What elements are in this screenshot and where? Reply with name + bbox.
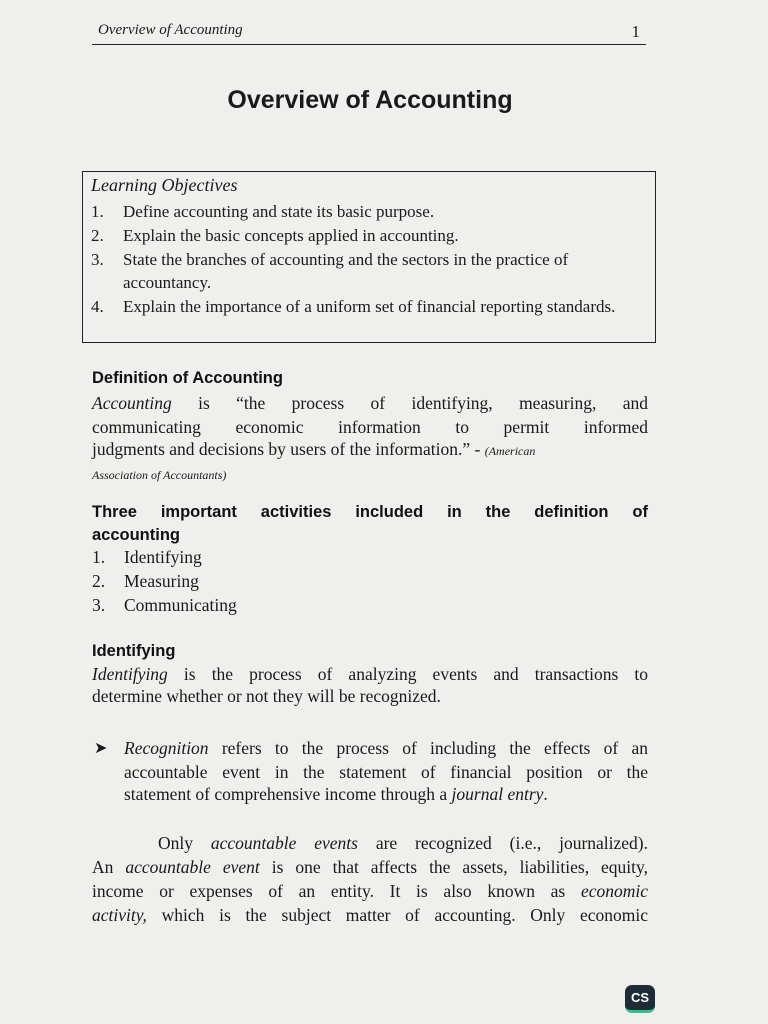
activities-heading-line-2: accounting <box>92 526 181 544</box>
objective-text: State the branches of accounting and the sectors in the practice of accountancy. <box>123 250 569 292</box>
activities-heading: Three important activities included in the definition of <box>92 503 648 521</box>
activity-item: 1. Identifying <box>92 547 202 567</box>
activity-item: 2. Measuring <box>92 571 199 591</box>
accountable-line-2: An accountable event is one that affects the assets, liabilities, equity, <box>92 857 649 877</box>
accountable-line-1: Only accountable events are recognized (i.e., journalized). <box>158 833 649 853</box>
recognition-line-1: Recognition refers to the process of including the effects of an <box>124 738 648 758</box>
page-title: Overview of Accounting <box>227 86 513 114</box>
accountable-line-4: activity, which is the subject matter of accounting. Only economic <box>92 905 649 925</box>
identifying-line-2: determine whether or not they will be recognized. <box>92 686 441 706</box>
objective-text: Define accounting and state its basic purpose. <box>123 202 435 221</box>
definition-line-1: Accounting is “the process of identifying, measuring, and <box>92 393 648 413</box>
objective-text: Explain the importance of a uniform set of financial reporting standards. <box>123 297 616 316</box>
definition-term: Accounting <box>92 393 172 413</box>
identifying-term: Identifying <box>92 664 168 684</box>
recognition-line-2: accountable event in the statement of financial position or the <box>124 762 648 782</box>
running-header <box>92 20 646 45</box>
definition-line-3: judgments and decisions by users of the information.” - (American <box>92 439 536 459</box>
activity-item: 3. Communicating <box>92 595 237 615</box>
recognition-line-3: statement of comprehensive income through a journal entry. <box>124 784 548 804</box>
running-title: Overview of Accounting <box>98 22 243 38</box>
camscanner-logo-icon: CS <box>625 985 655 1013</box>
accountable-line-3: income or expenses of an entity. It is also known as economic <box>92 881 648 901</box>
objective-text: Explain the basic concepts applied in accounting. <box>123 226 459 245</box>
learning-objectives-heading: Learning Objectives <box>91 175 238 195</box>
definition-source-line: Association of Accountants) <box>92 468 227 482</box>
identifying-line-1: Identifying is the process of analyzing events and transactions to <box>92 664 649 684</box>
definition-heading: Definition of Accounting <box>92 369 283 387</box>
learning-objectives-box: Learning Objectives 1. Define accounting and state its basic purpose. 2. Explain the basic concepts applied in accounting. 3. State the branches of accounting and the sectors in the practice of accountancy. 4. Explain the importance of a uniform set of financial reporting standards. <box>82 171 656 343</box>
recognition-term: Recognition <box>124 738 209 758</box>
arrow-bullet-icon: ➤ <box>94 740 108 757</box>
identifying-heading: Identifying <box>92 642 176 660</box>
definition-line-2: communicating economic information to permit informed <box>92 417 648 437</box>
definition-source: (American <box>484 444 536 458</box>
page-number: 1 <box>631 22 640 41</box>
